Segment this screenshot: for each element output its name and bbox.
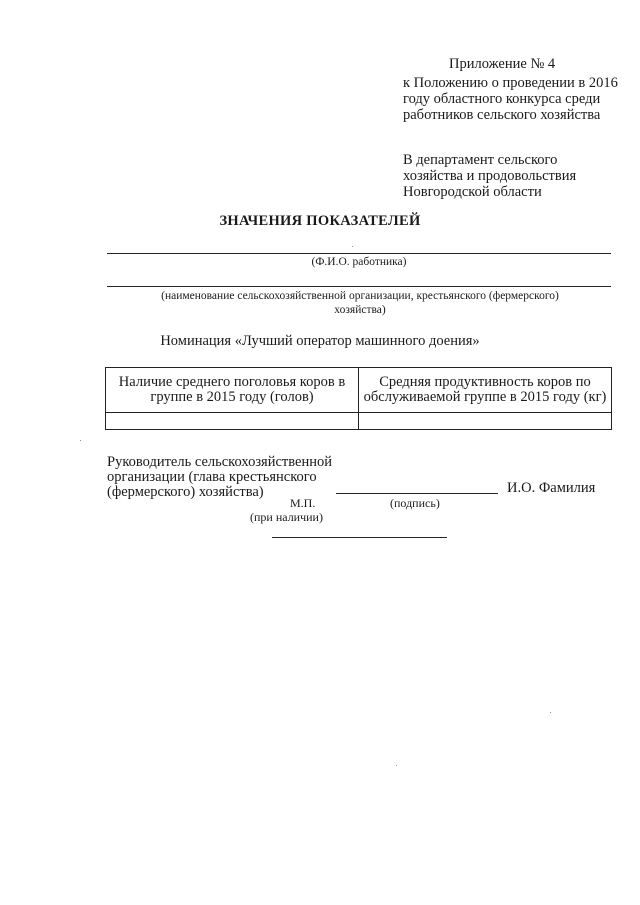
- appendix-title: Приложение № 4: [449, 56, 556, 72]
- signature-caption: (подпись): [390, 496, 440, 510]
- table-row: [106, 413, 612, 430]
- scan-speck: [550, 712, 551, 713]
- indicators-table: [105, 367, 612, 430]
- scan-speck: [396, 765, 397, 766]
- signature-line: [336, 493, 498, 494]
- organization-name-caption: (наименование сельскохозяйственной организации, крестьянского (фермерского) хозяйства): [161, 290, 559, 316]
- appendix-regulation-reference: к Положению о проведении в 2016 году областного конкурса среди работников сельского хозяйства: [403, 75, 618, 123]
- table-cell-productivity: [359, 413, 612, 430]
- document-heading: ЗНАЧЕНИЯ ПОКАЗАТЕЛЕЙ: [219, 213, 421, 229]
- scan-speck: [80, 440, 81, 441]
- signatory-role: Руководитель сельскохозяйственной организации (глава крестьянского (фермерского) хозяйства): [107, 454, 332, 500]
- scan-speck: [352, 246, 353, 247]
- stamp-label: М.П.: [290, 496, 316, 510]
- organization-name-line: [107, 286, 611, 287]
- addressee-block: В департамент сельского хозяйства и продовольствия Новгородской области: [403, 152, 577, 200]
- table-header-cell: Наличие среднего поголовья коров в группе в 2015 году (голов): [106, 368, 359, 413]
- signatory-name: И.О. Фамилия: [507, 480, 596, 496]
- table-cell-herd-size: [106, 413, 359, 430]
- table-header-row: [106, 368, 612, 413]
- stamp-note: (при наличии): [250, 510, 323, 524]
- date-line: [272, 537, 447, 538]
- employee-name-caption: (Ф.И.О. работника): [311, 256, 407, 268]
- table-header-cell: Средняя продуктивность коров по обслуживаемой группе в 2015 году (кг): [359, 368, 612, 413]
- employee-name-line: [107, 253, 611, 254]
- nomination-title: Номинация «Лучший оператор машинного доения»: [160, 333, 480, 349]
